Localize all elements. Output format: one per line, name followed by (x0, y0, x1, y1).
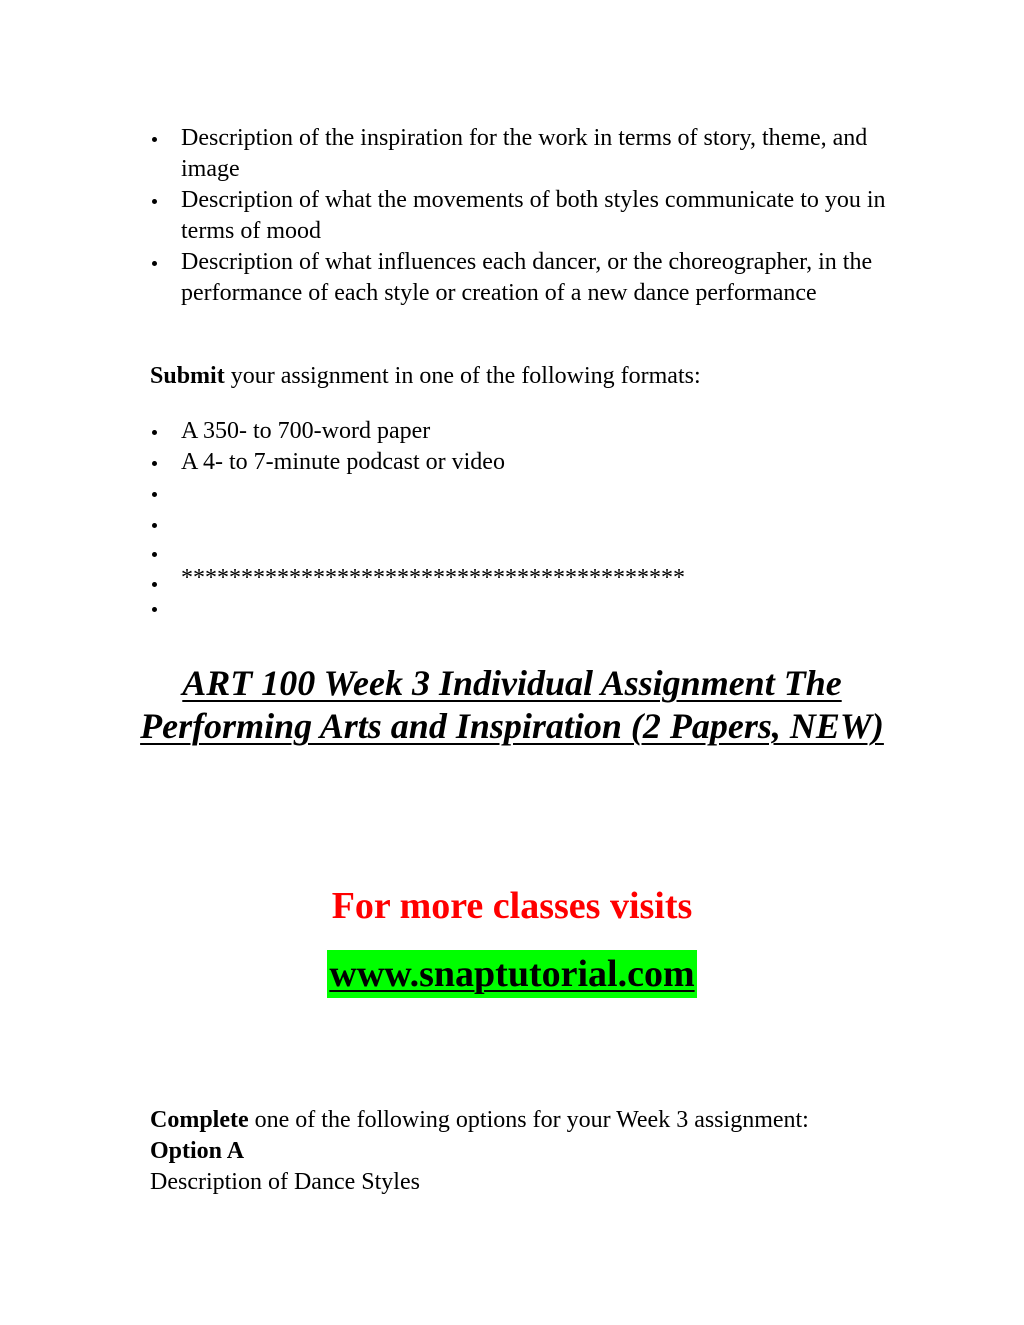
assignment-heading: ART 100 Week 3 Individual Assignment The Performing Arts and Inspiration (2 Papers, NEW) (140, 663, 884, 746)
submit-bold-text: Submit (150, 363, 225, 389)
list-item-text: Description of what the movements of both styles communicate to you in terms of mood (181, 187, 886, 244)
list-item-text: Description of the inspiration for the work in terms of story, theme, and image (181, 125, 868, 182)
complete-paragraph (150, 1105, 809, 1136)
list-item-text: A 350- to 700-word paper (181, 418, 431, 444)
option-a-label: Option A (150, 1138, 245, 1164)
bullet-icon (152, 199, 157, 204)
bullet-icon (152, 261, 157, 266)
list-item (150, 247, 910, 309)
submit-rest-text: your assignment in one of the following formats: (224, 363, 701, 389)
list-item-text: ****************************************** (181, 565, 685, 591)
list-item-text: Description of what influences each dancer, or the choreographer, in the performance of each style or creation of a new dance performance (181, 249, 873, 306)
complete-rest-text: one of the following options for your Week 3 assignment: (248, 1107, 809, 1133)
bullet-icon (152, 492, 157, 497)
description-list (150, 123, 910, 309)
bullet-icon (152, 552, 157, 557)
list-item (150, 447, 850, 478)
list-item (150, 593, 850, 624)
option-a-description: Description of Dance Styles (150, 1169, 420, 1195)
submit-paragraph (150, 361, 701, 392)
bullet-icon (152, 461, 157, 466)
list-item-text: A 4- to 7-minute podcast or video (181, 449, 505, 475)
list-item (150, 416, 850, 447)
list-item (150, 123, 910, 185)
list-item (150, 185, 910, 247)
bullet-icon (152, 430, 157, 435)
complete-bold-text: Complete (150, 1107, 249, 1133)
promo-link[interactable]: www.snaptutorial.com (327, 950, 696, 998)
bullet-icon (152, 523, 157, 528)
list-item (150, 478, 850, 509)
promo-text: For more classes visits (331, 885, 693, 927)
list-item (150, 565, 850, 593)
list-item (150, 540, 850, 565)
bullet-icon (152, 582, 157, 587)
bullet-icon (152, 137, 157, 142)
promo-link-wrapper (0, 950, 1024, 998)
list-item (150, 509, 850, 540)
bullet-icon (152, 607, 157, 612)
formats-list (150, 416, 850, 624)
